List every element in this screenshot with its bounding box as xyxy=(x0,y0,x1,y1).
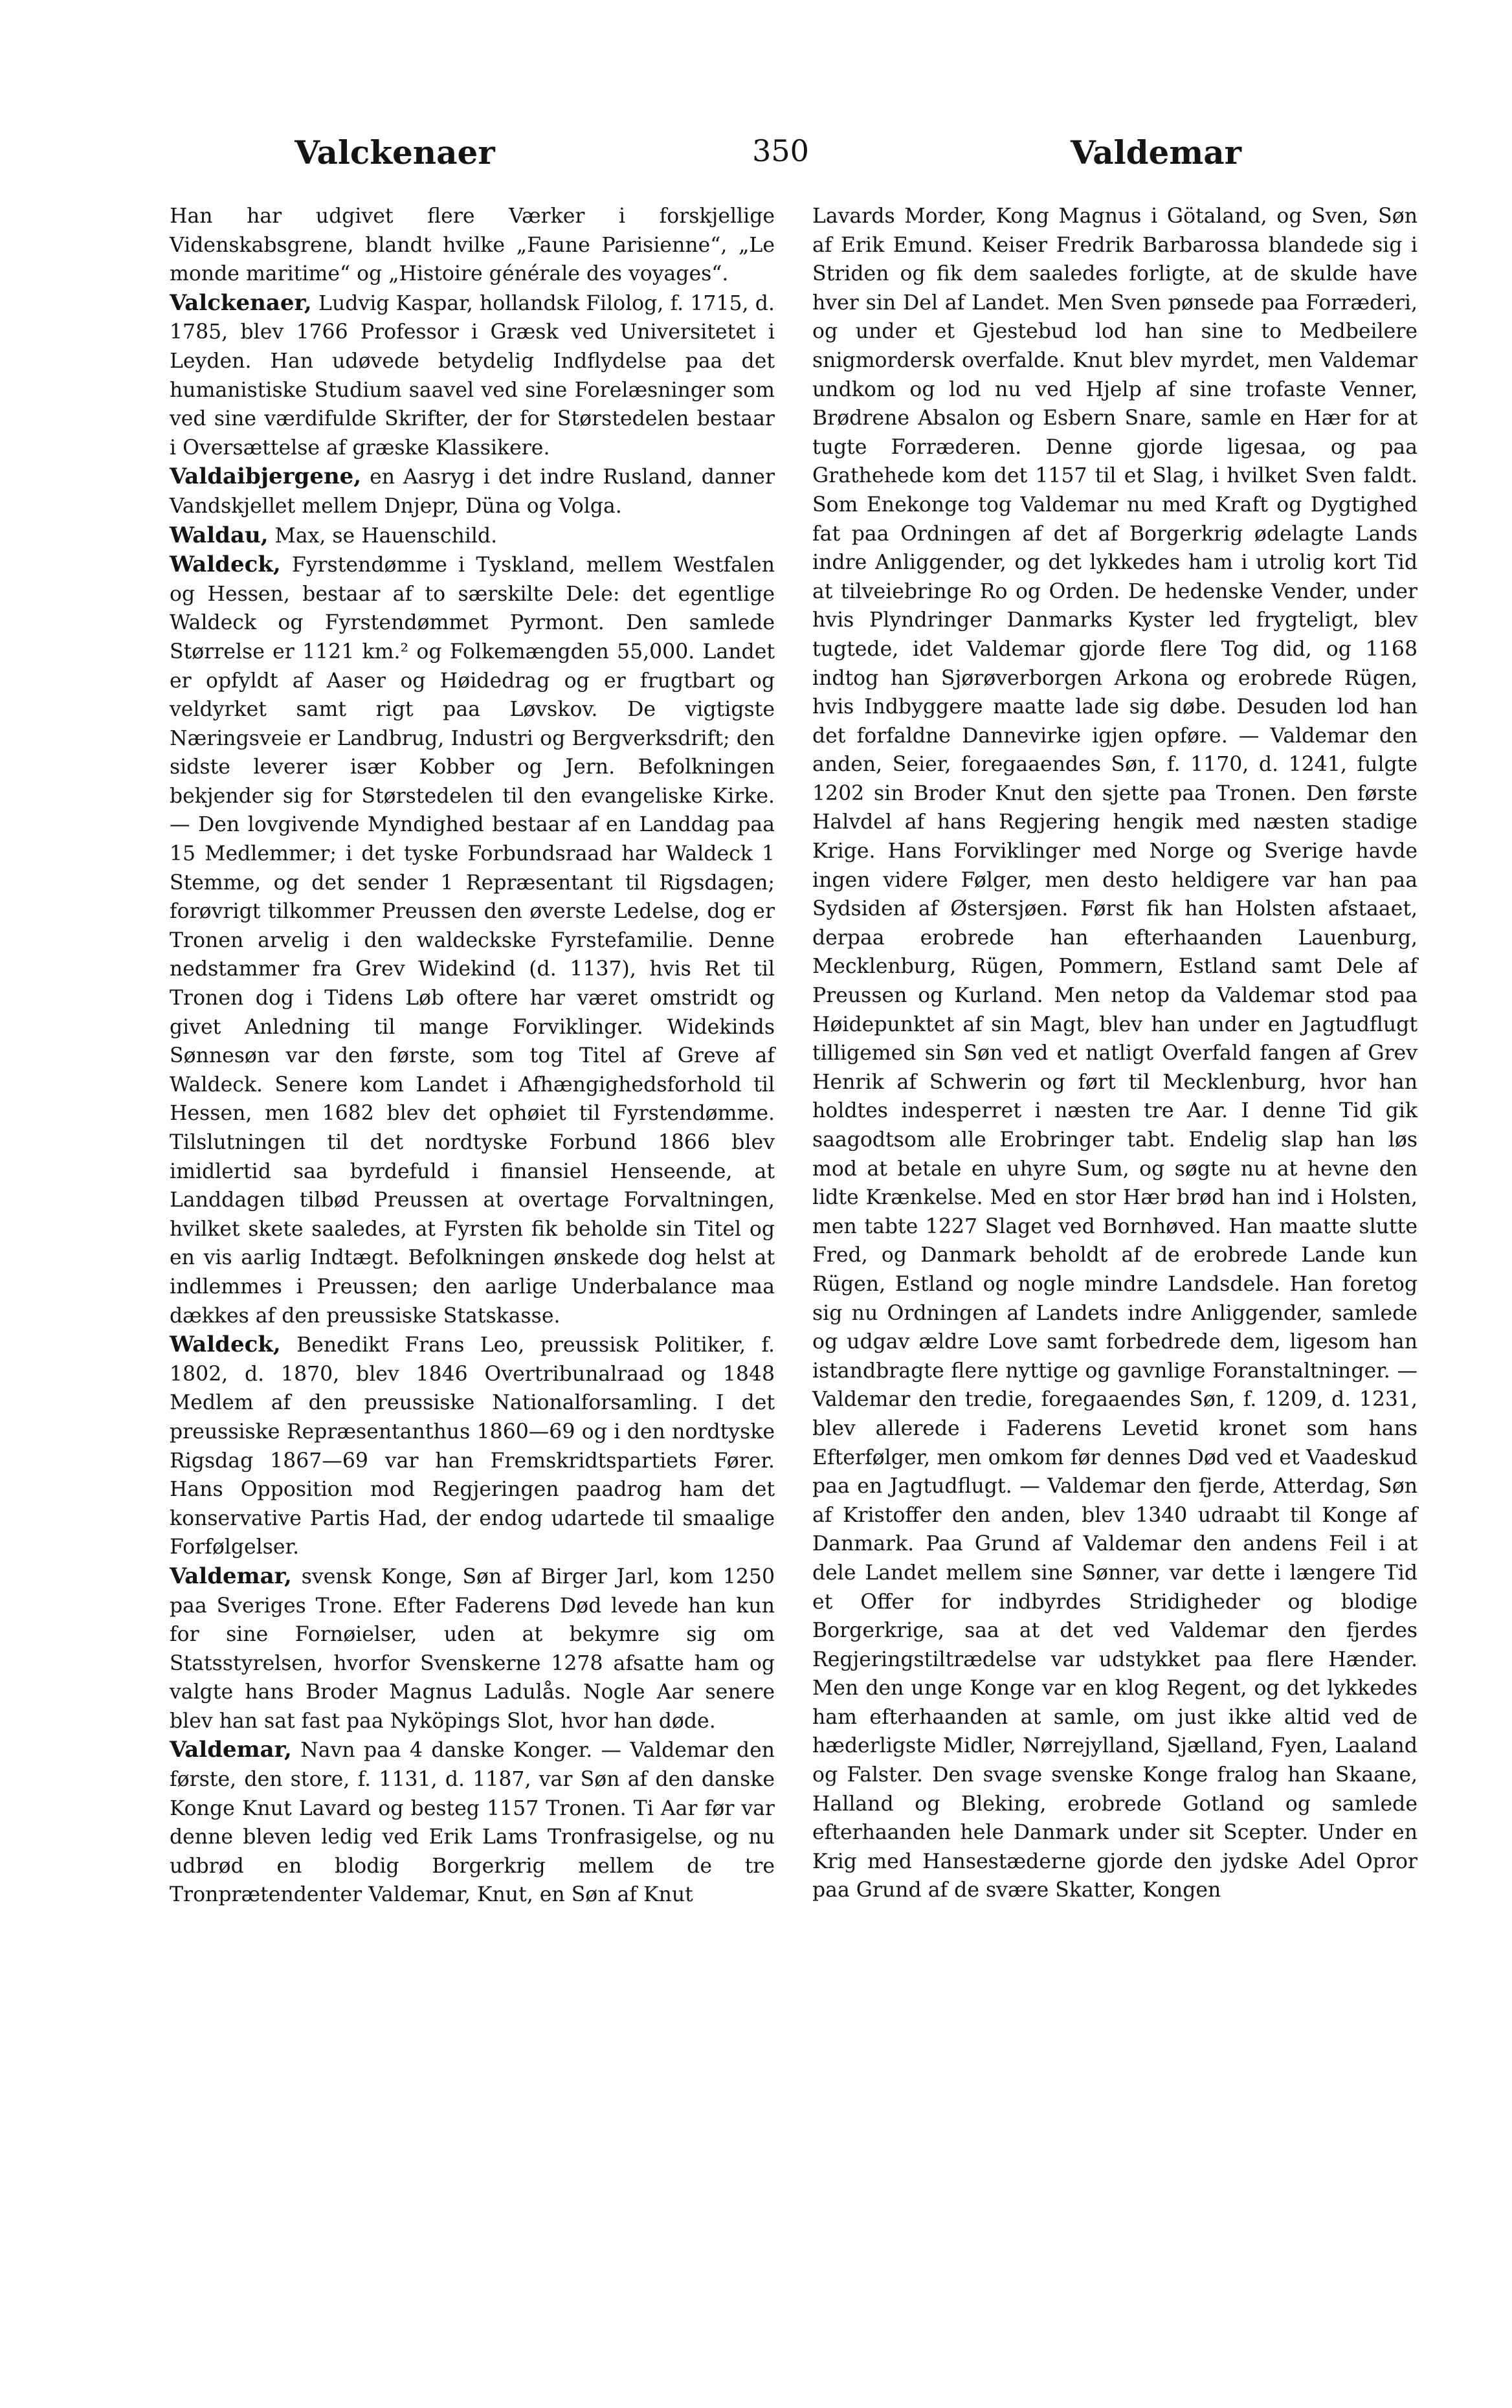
entry-headword: Valdemar, xyxy=(170,1563,292,1589)
entry-headword: Waldau, xyxy=(170,522,269,548)
entry-valdaibjergene xyxy=(170,462,775,520)
entry-text: Navn paa 4 danske Konger. — Valdemar den første, den store, f. 1131, d. 1187, var Søn af den danske Konge Knut Lavard og besteg 1157 Tronen. Ti Aar før var denne bleven ledig ved Erik Lams Tronfrasigelse, og nu udbrød en blodig Borgerkrig mellem de tre Tronprætendenter Valdemar, Knut, en Søn af Knut xyxy=(170,1739,775,1907)
entry-text: Ludvig Kaspar, hollandsk Filolog, f. 1715, d. 1785, blev 1766 Professor i Græsk ved Universitetet i Leyden. Han udøvede betydelig Indflydelse paa det humanistiske Studium saavel ved sine Forelæsninger som ved sine værdifulde Skrifter, der for Størstedelen bestaar i Oversættelse af græske Klassikere. xyxy=(170,291,775,460)
entry-waldeck-politician xyxy=(170,1330,775,1562)
entry-headword: Valdaibjergene, xyxy=(170,463,362,490)
entry-headword: Waldeck, xyxy=(170,1332,281,1358)
entry-text: en Aasryg i det indre Rusland, danner Vandskjellet mellem Dnjepr, Düna og Volga. xyxy=(170,465,775,518)
entry-headword: Valckenaer, xyxy=(170,289,312,316)
page-number: 350 xyxy=(752,133,809,168)
entry-valckenaer xyxy=(170,289,775,463)
entry-text: Max, se Hauenschild. xyxy=(268,524,498,548)
continued-entry-text: Lavards Morder, Kong Magnus i Götaland, og Sven, Søn af Erik Emund. Keiser Fredrik Barbarossa blandede sig i Striden og fik dem saaledes forligte, at de skulde have hver sin Del af Landet. Men Sven pønsede paa Forræderi, og under et Gjestebud lod han sine to Medbeilere snigmordersk overfalde. Knut blev myrdet, men Valdemar undkom og lod nu ved Hjelp af sine trofaste Venner, Brødrene Absalon og Esbern Snare, samle en Hær for at tugte Forræderen. Denne gjorde ligesaa, og paa Grathehede kom det 1157 til et Slag, i hvilket Sven faldt. Som Enekonge tog Valdemar nu med Kraft og Dygtighed fat paa Ordningen af det af Borgerkrig ødelagte Lands indre Anliggender, og det lykkedes ham i utrolig kort Tid at tilveiebringe Ro og Orden. De hedenske Vender, under hvis Plyndringer Danmarks Kyster led frygteligt, blev tugtede, idet Valdemar gjorde flere Tog did, og 1168 indtog han Sjørøverborgen Arkona og erobrede Rügen, hvis Indbyggere maatte lade sig døbe. Desuden lod han det forfaldne Dannevirke igjen opføre. — Valdemar den anden, Seier, foregaaendes Søn, f. 1170, d. 1241, fulgte 1202 sin Broder Knut den sjette paa Tronen. Den første Halvdel af hans Regjering hengik med næsten stadige Krige. Hans Forviklinger med Norge og Sverige havde ingen videre Følger, men desto heldigere var han paa Sydsiden af Østersjøen. Først fik han Holsten afstaaet, derpaa erobrede han efterhaanden Lauenburg, Mecklenburg, Rügen, Pommern, Estland samt Dele af Preussen og Kurland. Men netop da Valdemar stod paa Høidepunktet af sin Magt, blev han under en Jagtudflugt tilligemed sin Søn ved et natligt Overfald fangen af Grev Henrik af Schwerin og ført til Mecklenburg, hvor han holdtes indesperret i næsten tre Aar. I denne Tid gik saagodtsom alle Erobringer tabt. Endelig slap han løs mod at betale en uhyre Sum, og søgte nu at hevne den lidte Krænkelse. Med en stor Hær brød han ind i Holsten, men tabte 1227 Slaget ved Bornhøved. Han maatte slutte Fred, og Danmark beholdt af de erobrede Lande kun Rügen, Estland og nogle mindre Landsdele. Han foretog sig nu Ordningen af Landets indre Anliggender, samlede og udgav ældre Love samt forbedrede dem, ligesom han istandbragte flere nyttige og gavnlige Foranstaltninger. — Valdemar den tredie, foregaaendes Søn, f. 1209, d. 1231, blev allerede i Faderens Levetid kronet som hans Efterfølger, men omkom før dennes Død ved et Vaadeskud paa en Jagtudflugt. — Valdemar den fjerde, Atterdag, Søn af Kristoffer den anden, blev 1340 udraabt til Konge af Danmark. Paa Grund af Valdemar den andens Feil i at dele Landet mellem sine Sønner, var dette i længere Tid et Offer for indbyrdes Stridigheder og blodige Borgerkrige, saa at det ved Valdemar den fjerdes Regjeringstiltrædelse var udstykket paa flere Hænder. Men den unge Konge var en klog Regent, og det lykkedes ham efterhaanden at samle, om just ikke altid ved de hæderligste Midler, Nørrejylland, Sjælland, Fyen, Laaland og Falster. Den svage svenske Konge fralog han Skaane, Halland og Bleking, erobrede Gotland og samlede efterhaanden hele Danmark under sit Scepter. Under en Krig med Hansestæderne gjorde den jydske Adel Opror paa Grund af de svære Skatter, Kongen xyxy=(812,205,1418,1902)
entry-waldau xyxy=(170,521,775,551)
entry-text: svensk Konge, Søn af Birger Jarl, kom 1250 paa Sveriges Trone. Efter Faderens Død levede han kun for sine Fornøielser, uden at bekymre sig om Statsstyrelsen, hvorfor Svenskerne 1278 afsatte ham og valgte hans Broder Magnus Ladulås. Nogle Aar senere blev han sat fast paa Nyköpings Slot, hvor han døde. xyxy=(170,1565,775,1733)
entry-valdemar-swedish xyxy=(170,1562,775,1736)
entry-valdemar-danish xyxy=(170,1735,775,1910)
running-head-left: Valckenaer xyxy=(295,133,495,172)
entry-waldeck-principality xyxy=(170,550,775,1330)
entry-text: Fyrstendømme i Tyskland, mellem Westfalen og Hessen, bestaar af to særskilte Dele: det egentlige Waldeck og Fyrstendømmet Pyrmont. Den samlede Størrelse er 1121 km.² og Folkemængden 55,000. Landet er opfyldt af Aaser og Høidedrag og er frugtbart og veldyrket samt rigt paa Løvskov. De vigtigste Næringsveie er Landbrug, Industri og Bergverksdrift; den sidste leverer især Kobber og Jern. Befolkningen bekjender sig for Størstedelen til den evangeliske Kirke. — Den lovgivende Myndighed bestaar af en Landdag paa 15 Medlemmer; i det tyske Forbundsraad har Waldeck 1 Stemme, og det sender 1 Repræsentant til Rigsdagen; forøvrigt tilkommer Preussen den øverste Ledelse, dog er Tronen arvelig i den waldeckske Fyrstefamilie. Denne nedstammer fra Grev Widekind (d. 1137), hvis Ret til Tronen dog i Tidens Løb oftere har været omstridt og givet Anledning til mange Forviklinger. Widekinds Sønnesøn var den første, som tog Titel af Greve af Waldeck. Senere kom Landet i Afhængighedsforhold til Hessen, men 1682 blev det ophøiet til Fyrstendømme. Tilslutningen til det nordtyske Forbund 1866 blev imidlertid saa byrdefuld i finansiel Henseende, at Landdagen tilbød Preussen at overtage Forvaltningen, hvilket skete saaledes, at Fyrsten fik beholde sin Titel og en vis aarlig Indtægt. Befolkningen ønskede dog helst at indlemmes i Preussen; den aarlige Underbalance maa dækkes af den preussiske Statskasse. xyxy=(170,553,775,1328)
left-column xyxy=(170,202,775,1910)
entry-headword: Waldeck, xyxy=(170,552,281,578)
page-header xyxy=(166,133,1242,179)
continued-paragraph: Han har udgivet flere Værker i forskjellige Videnskabsgrene, blandt hvilke „Faune Parisienne“, „Le monde maritime“ og „Histoire générale des voyages“. xyxy=(170,205,775,286)
running-head-right: Valdemar xyxy=(1070,133,1242,172)
entry-headword: Valdemar, xyxy=(170,1737,292,1763)
right-column xyxy=(812,202,1418,1905)
entry-text: Benedikt Frans Leo, preussisk Politiker, f. 1802, d. 1870, blev 1846 Overtribunalraad og 1848 Medlem af den preussiske Nationalforsamling. I det preussiske Repræsentanthus 1860—69 og i den nordtyske Rigsdag 1867—69 var han Fremskridtspartiets Fører. Hans Opposition mod Regjeringen paadrog ham det konservative Partis Had, der endog udartede til smaalige Forfølgelser. xyxy=(170,1333,775,1559)
